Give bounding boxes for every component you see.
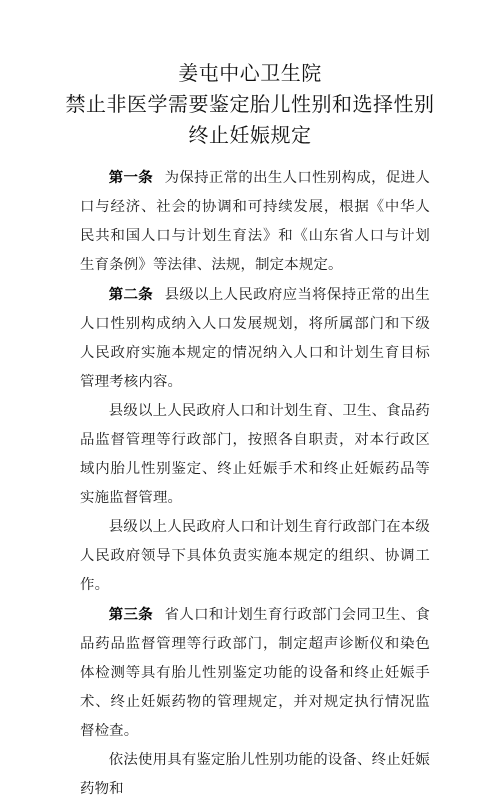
- paragraph-article-2-clause-3: [80, 513, 430, 600]
- paragraph-article-2-clause-2: [80, 397, 430, 513]
- paragraph-article-3-clause-2: [80, 746, 430, 804]
- paragraph-text: 县级以上人民政府人口和计划生育、卫生、食品药品监督管理等行政部门，按照各自职责，对本行政区域内胎儿性别鉴定、终止妊娠手术和终止妊娠药品等实施监督管理。: [80, 403, 430, 506]
- paragraph-text: 为保持正常的出生人口性别构成，促进人口与经济、社会的协调和可持续发展，根据《中华人民共和国人口与计划生育法》和《山东省人口与计划生育条例》等法律、法规，制定本规定。: [80, 170, 430, 273]
- title-line-sub: 终止妊娠规定: [188, 123, 312, 147]
- article-number: 第一条: [108, 169, 154, 186]
- title-line-main: 禁止非医学需要鉴定胎儿性别和选择性别: [65, 92, 435, 116]
- document-title: [0, 58, 500, 151]
- paragraph-text: 省人口和计划生育行政部门会同卫生、食品药品监督管理等行政部门，制定超声诊断仪和染色体检测等具有胎儿性别鉴定功能的设备和终止妊娠手术、终止妊娠药物的管理规定，并对规定执行情况监督检查。: [80, 607, 430, 739]
- title-line-institution: 姜屯中心卫生院: [178, 61, 322, 85]
- article-number: 第二条: [108, 286, 154, 303]
- paragraph-text: 县级以上人民政府人口和计划生育行政部门在本级人民政府领导下具体负责实施本规定的组织、协调工作。: [80, 519, 430, 593]
- paragraph-article-3: [80, 600, 430, 746]
- paragraph-text: 县级以上人民政府应当将保持正常的出生人口性别构成纳入人口发展规划，将所属部门和下级人民政府实施本规定的情况纳入人口和计划生育目标管理考核内容。: [80, 287, 430, 390]
- paragraph-article-1: [80, 163, 430, 280]
- paragraph-text: 依法使用具有鉴定胎儿性别功能的设备、终止妊娠药物和: [80, 752, 430, 797]
- article-number: 第三条: [108, 606, 154, 623]
- paragraph-article-2: [80, 280, 430, 397]
